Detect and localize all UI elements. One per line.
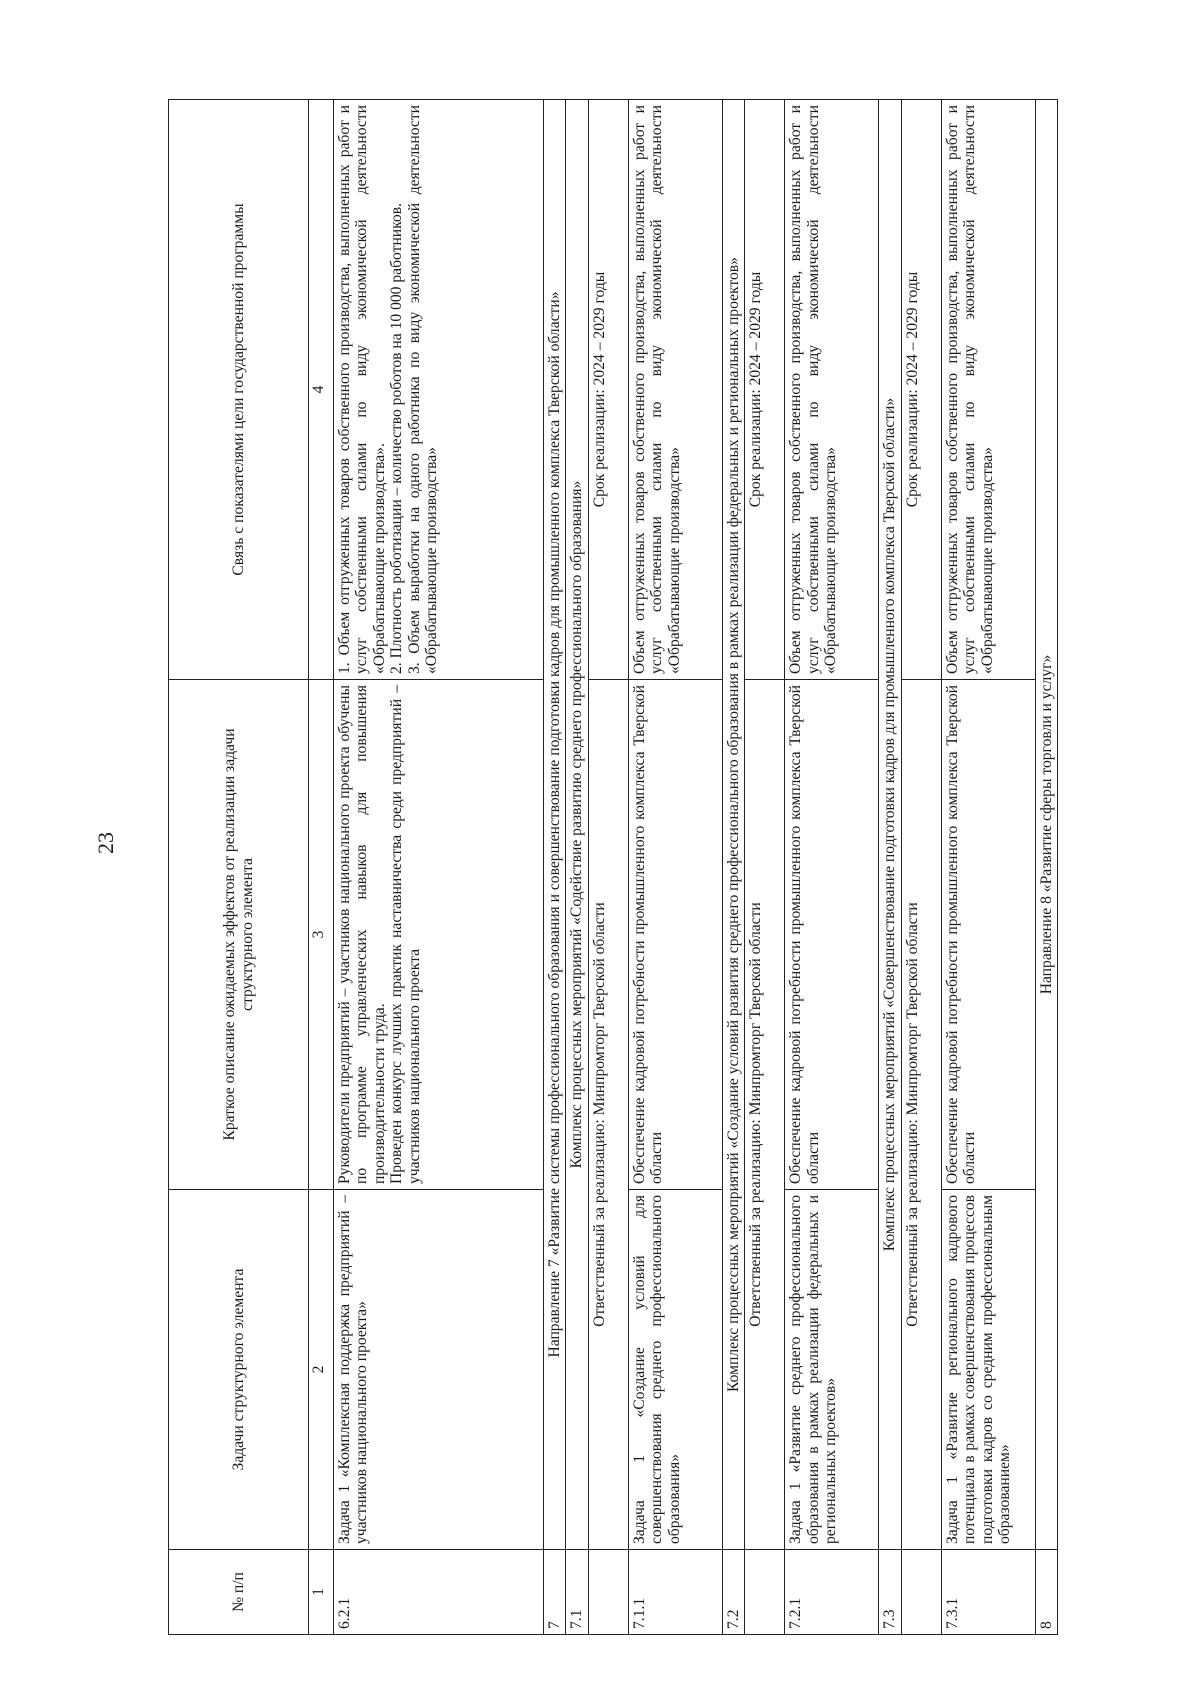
empty-cell <box>745 1550 785 1635</box>
effect-cell: Обеспечение кадровой потребности промышленного комплекса Тверской области <box>628 680 722 1190</box>
header-effects: Краткое описание ожидаемых эффектов от реализации задачи структурного элемента <box>169 680 309 1190</box>
table-row-7 <box>544 100 566 1635</box>
direction-title: Направление 8 «Развитие сферы торговли и услуг» <box>1035 100 1057 1550</box>
table-row-7-3-responsible <box>901 100 941 1635</box>
row-number: 6.2.1 <box>334 1550 544 1635</box>
table-row-7-3 <box>879 100 901 1635</box>
empty-cell <box>901 1550 941 1635</box>
indicator-cell <box>334 100 544 680</box>
responsible-text: Ответственный за реализацию: Минпромторг Тверской области <box>901 680 941 1550</box>
col-number: 3 <box>309 680 334 1190</box>
col-number: 4 <box>309 100 334 680</box>
indicator-cell: Объем отгруженных товаров собственного производства, выполненных работ и услуг собственными силами по виду экономической деятельности «Обрабатывающие производства» <box>785 100 879 680</box>
indicator-cell: Объем отгруженных товаров собственного производства, выполненных работ и услуг собственными силами по виду экономической деятельности «Обрабатывающие производства» <box>941 100 1035 680</box>
effect-text: Руководители предприятий – участников национального проекта обучены по программе управленческих навыков для повышения производительности труда. <box>336 685 388 1184</box>
table-row-8 <box>1035 100 1057 1635</box>
term-text: Срок реализации: 2024 – 2029 годы <box>745 100 785 680</box>
column-numbers-row <box>309 100 334 1635</box>
effect-cell <box>334 680 544 1190</box>
indicator-text: 3. Объем выработки на одного работника по виду экономической деятельности «Обрабатывающие производства» <box>405 105 441 674</box>
direction-title: Направление 7 «Развитие системы профессионального образования и совершенствование подготовки кадров для промышленного комплекса Тверской области» <box>544 100 566 1550</box>
row-number: 7.1 <box>566 1550 588 1635</box>
row-number: 7 <box>544 1550 566 1635</box>
row-number: 7.2.1 <box>785 1550 879 1635</box>
row-number: 8 <box>1035 1550 1057 1635</box>
indicator-text: 2. Плотность роботизации – количество роботов на 10 000 работников. <box>388 203 406 674</box>
effect-cell: Обеспечение кадровой потребности промышленного комплекса Тверской области <box>941 680 1035 1190</box>
indicator-text: 1. Объем отгруженных товаров собственного производства, выполненных работ и услуг собственными силами по виду экономической деятельности «Обрабатывающие производства». <box>336 105 388 674</box>
row-number: 7.1.1 <box>628 1550 722 1635</box>
effect-text: Проведен конкурс лучших практик наставничества среди предприятий – участников национального проекта <box>388 685 423 1184</box>
complex-title: Комплекс процессных мероприятий «Совершенствование подготовки кадров для промышленного комплекса Тверской области» <box>879 100 901 1550</box>
responsible-text: Ответственный за реализацию: Минпромторг Тверской области <box>745 680 785 1550</box>
header-indicators: Связь с показателями цели государственной программы <box>169 100 309 680</box>
complex-title: Комплекс процессных мероприятий «Содействие развитию среднего профессионального образования» <box>566 100 588 1550</box>
empty-cell <box>588 1550 628 1635</box>
responsible-text: Ответственный за реализацию: Минпромторг Тверской области <box>588 680 628 1550</box>
header-tasks: Задачи структурного элемента <box>169 1190 309 1550</box>
table-row-7-1 <box>566 100 588 1635</box>
task-cell: Задача 1 «Развитие регионального кадрового потенциала в рамках совершенствования процессов подготовки кадров со средним профессиональным образованием» <box>941 1190 1035 1550</box>
task-cell: Задача 1 «Комплексная поддержка предприятий – участников национального проекта» <box>334 1190 544 1550</box>
col-number: 1 <box>309 1550 334 1635</box>
table-row-7-2 <box>722 100 744 1635</box>
rotated-table-container <box>168 100 1113 1635</box>
task-cell: Задача 1 «Развитие среднего профессионального образования в рамках реализации федеральных и региональных проектов» <box>785 1190 879 1550</box>
complex-title: Комплекс процессных мероприятий «Создание условий развития среднего профессионального образования в рамках реализации федеральных и региональных проектов» <box>722 100 744 1550</box>
col-number: 2 <box>309 1190 334 1550</box>
table-row-7-3-1 <box>941 100 1035 1635</box>
structural-elements-table <box>168 99 1058 1635</box>
table-row-7-2-1 <box>785 100 879 1635</box>
effect-cell: Обеспечение кадровой потребности промышленного комплекса Тверской области <box>785 680 879 1190</box>
task-cell: Задача 1 «Создание условий для совершенствования среднего профессионального образования» <box>628 1190 722 1550</box>
page-number: 23 <box>93 832 118 854</box>
table-row-7-1-1 <box>628 100 722 1635</box>
indicator-cell: Объем отгруженных товаров собственного производства, выполненных работ и услуг собственными силами по виду экономической деятельности «Обрабатывающие производства» <box>628 100 722 680</box>
term-text: Срок реализации: 2024 – 2029 годы <box>901 100 941 680</box>
header-num: № п/п <box>169 1550 309 1635</box>
row-number: 7.3 <box>879 1550 901 1635</box>
table-row-7-1-responsible <box>588 100 628 1635</box>
term-text: Срок реализации: 2024 – 2029 годы <box>588 100 628 680</box>
table-row-7-2-responsible <box>745 100 785 1635</box>
row-number: 7.2 <box>722 1550 744 1635</box>
row-number: 7.3.1 <box>941 1550 1035 1635</box>
table-row-6-2-1 <box>334 100 544 1635</box>
table-header-row <box>169 100 309 1635</box>
